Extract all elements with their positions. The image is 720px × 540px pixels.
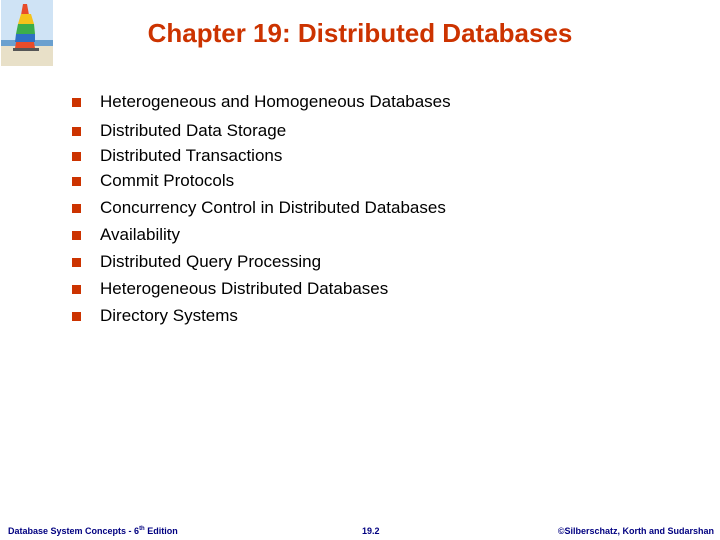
bullet-text: Heterogeneous Distributed Databases — [100, 279, 389, 298]
square-bullet-icon — [72, 177, 81, 186]
bullet-text: Distributed Data Storage — [100, 121, 287, 140]
square-bullet-icon — [72, 98, 81, 107]
bullet-item — [72, 146, 282, 166]
footer-book-sup: th — [139, 526, 145, 532]
bullet-item — [72, 198, 446, 218]
square-bullet-icon — [72, 152, 81, 161]
bullet-text: Distributed Transactions — [100, 146, 283, 165]
bullet-item — [72, 252, 321, 272]
bullet-item — [72, 92, 451, 112]
footer-book-prefix: Database System Concepts - 6 — [8, 526, 140, 536]
square-bullet-icon — [72, 258, 81, 267]
square-bullet-icon — [72, 231, 81, 240]
bullet-text: Distributed Query Processing — [100, 252, 322, 271]
footer-page-number: 19.2 — [362, 526, 380, 536]
bullet-item — [72, 171, 234, 191]
bullet-text: Commit Protocols — [100, 171, 235, 190]
footer-copyright: ©Silberschatz, Korth and Sudarshan — [557, 526, 714, 536]
footer-book-title — [8, 526, 178, 536]
bullet-text: Availability — [100, 225, 181, 244]
slide-title: Chapter 19: Distributed Databases — [147, 18, 573, 48]
square-bullet-icon — [72, 127, 81, 136]
square-bullet-icon — [72, 204, 81, 213]
bullet-text: Concurrency Control in Distributed Databases — [100, 198, 446, 217]
footer-book-suffix: Edition — [144, 526, 178, 536]
bullet-text: Heterogeneous and Homogeneous Databases — [100, 92, 451, 111]
square-bullet-icon — [72, 312, 81, 321]
square-bullet-icon — [72, 285, 81, 294]
bullet-text: Directory Systems — [100, 306, 238, 325]
bullet-item — [72, 121, 286, 141]
bullet-item — [72, 279, 388, 299]
bullet-item — [72, 225, 180, 245]
bullet-item — [72, 306, 238, 326]
